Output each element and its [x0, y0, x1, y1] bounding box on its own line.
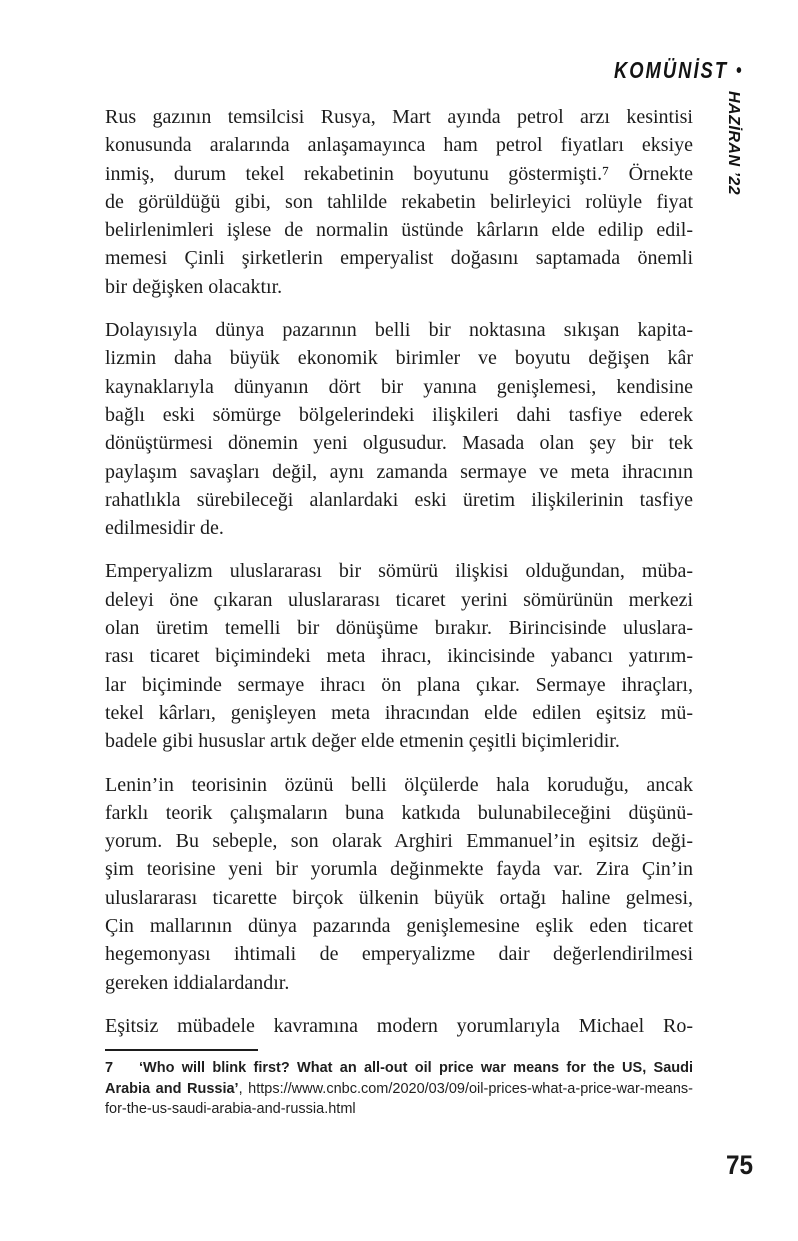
text-line: farklı teorik çalışmaların buna katkıda bulunabileceğini düşünü- — [105, 801, 693, 824]
text-line: de görüldüğü gibi, son tahlilde rekabetin belirleyici rolüyle fiyat — [105, 190, 693, 213]
text-line: rahatlıkla sürebileceği alanlardaki eski üretim ilişkilerinin tasfiye — [105, 488, 693, 511]
text-line: Çin mallarının dünya pazarında genişlemesine eşlik eden ticaret — [105, 915, 693, 938]
body-paragraph — [105, 1012, 693, 1040]
body-paragraph — [105, 771, 693, 997]
footnote-citation-title: ‘Who will blink first? What an all-out oil price war means for the US, Saudi Arabia and Russia’ — [105, 1060, 693, 1097]
text-line: inmiş, durum tekel rekabetinin boyutunu göstermişti.⁷ Örnekte — [105, 162, 693, 185]
article-body — [105, 103, 693, 1040]
footnote-separator-rule — [105, 1049, 258, 1051]
issue-label-vertical: HAZİRAN ’22 — [725, 91, 742, 196]
text-line: lar biçiminde sermaye ihracı ön plana çıkar. Sermaye ihraçları, — [105, 673, 693, 696]
body-paragraph — [105, 557, 693, 755]
text-line: şim teorisine yeni bir yorumla değinmekte fayda var. Zira Çin’in — [105, 858, 693, 881]
running-head — [582, 57, 742, 84]
text-line: gereken iddialardandır. — [105, 971, 290, 994]
text-line: bir değişken olacaktır. — [105, 275, 283, 298]
text-line: lizmin daha büyük ekonomik birimler ve boyutu değişen kâr — [105, 347, 693, 370]
text-line: edilmesidir de. — [105, 517, 224, 540]
text-line: deleyi öne çıkaran uluslararası ticaret yerini sömürünün merkezi — [105, 588, 693, 611]
text-line: bağlı eski sömürge bölgelerindeki ilişkileri dahi tasfiye ederek — [105, 403, 693, 426]
text-line: Lenin’in teorisinin özünü belli ölçülerde hala koruduğu, ancak — [105, 773, 693, 796]
text-line: kaynaklarıyla dünyanın dört bir yanına genişlemesi, kendisine — [105, 375, 693, 398]
footnote-url: https://www.cnbc.com/2020/03/09/oil-prices-what-a-price-war-means-for-the-us-saudi-arabia-and-russia.html — [105, 1080, 693, 1117]
footnote-text — [105, 1058, 693, 1120]
text-line: Emperyalizm uluslararası bir sömürü ilişkisi olduğundan, müba- — [105, 560, 693, 583]
page-number: 75 — [725, 1150, 753, 1180]
text-line: belirlenimleri işlese de normalin üstünde kârların elde edilip edil- — [105, 219, 693, 242]
text-line: dönüştürmesi dönemin yeni olgusudur. Masada olan şey bir tek — [105, 432, 693, 455]
text-line: Rus gazının temsilcisi Rusya, Mart ayında petrol arzı kesintisi — [105, 106, 693, 128]
journal-title: KOMÜNİST — [614, 57, 729, 83]
header-bullet-icon: • — [736, 60, 742, 82]
text-line: rası ticaret biçimindeki meta ihracı, ikincisinde yabancı yatırım- — [105, 645, 693, 668]
footnote — [105, 1049, 693, 1120]
body-paragraph — [105, 316, 693, 542]
text-line: Dolayısıyla dünya pazarının belli bir noktasına sıkışan kapita- — [105, 319, 693, 342]
text-line: Eşitsiz mübadele kavramına modern yorumlarıyla Michael Ro- — [105, 1014, 693, 1037]
text-line: uluslararası ticarette birçok ülkenin büyük ortağı haline gelmesi, — [105, 886, 693, 909]
text-line: memesi Çinli şirketlerin emperyalist doğasını saptamada önemli — [105, 247, 693, 270]
text-line: badele gibi hususlar artık değer elde etmenin çeşitli biçimleridir. — [105, 730, 620, 753]
text-line: paylaşım savaşları değil, aynı zamanda sermaye ve meta ihracının — [105, 460, 693, 483]
footnote-separator-text: , — [238, 1080, 249, 1097]
footnote-number: 7 — [105, 1060, 114, 1076]
text-line: yorum. Bu sebeple, son olarak Arghiri Emmanuel’in eşitsiz deği- — [105, 830, 693, 853]
text-line: hegemonyası ihtimali de emperyalizme dair değerlendirilmesi — [105, 943, 693, 966]
text-line: olan üretim temelli bir dönüşüme bırakır. Birincisinde uluslara- — [105, 617, 693, 640]
body-paragraph — [105, 103, 693, 301]
text-line: tekel kârları, genişleyen meta ihracından elde edilen eşitsiz mü- — [105, 701, 693, 724]
text-line: konusunda aralarında anlaşamayınca ham petrol fiyatları eksiye — [105, 134, 693, 157]
